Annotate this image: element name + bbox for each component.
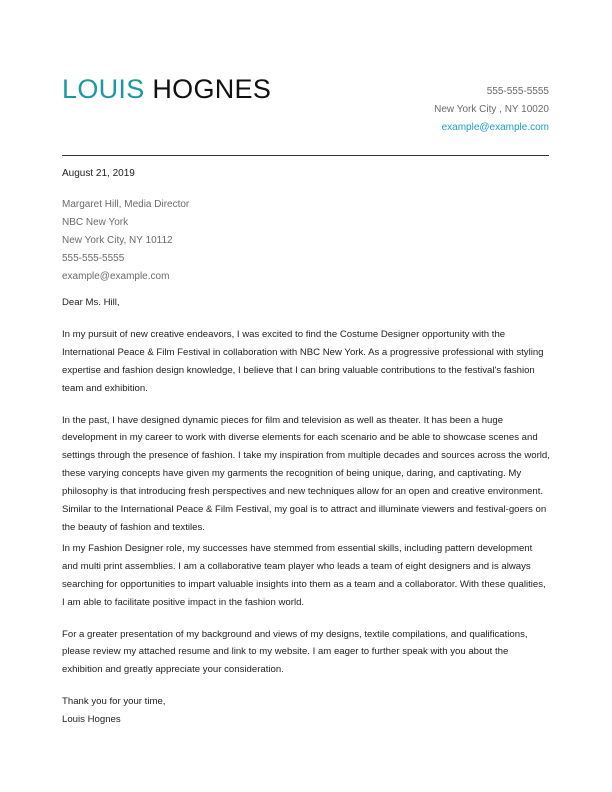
- applicant-contact: [434, 83, 549, 137]
- header-divider: [62, 155, 549, 156]
- recipient-name-title: Margaret Hill, Media Director: [62, 199, 190, 210]
- closing-block: [62, 693, 550, 729]
- recipient-block: [62, 196, 189, 286]
- letter-date: August 21, 2019: [62, 168, 135, 179]
- last-name: HOGNES: [152, 74, 272, 104]
- paragraph-2: In the past, I have designed dynamic pieces for film and television as well as theater. It has been a huge development in my career to work with diverse elements for each scenario and be able to showcase scenes and settings through the presence of fashion. I take my inspiration from multiple decades and sources across the world, these varying concepts have given my garments the recognition of being unique, daring, and captivating. My philosophy is that introducing fresh perspectives and new techniques allow for an open and creative environment. Similar to the International Peace & Film Festival, my goal is to attract and illuminate viewers and festival-goers on the beauty of fashion and textiles.: [62, 414, 550, 533]
- recipient-company: NBC New York: [62, 217, 129, 228]
- recipient-phone: 555-555-5555: [62, 253, 125, 264]
- salutation: Dear Ms. Hill,: [62, 297, 120, 308]
- applicant-email[interactable]: example@example.com: [441, 122, 549, 133]
- paragraph-1: In my pursuit of new creative endeavors, I was excited to find the Costume Designer opportunity with the International Peace & Film Festival in collaboration with NBC New York. As a progressive professional with styling expertise and fashion design knowledge, I believe that I can bring valuable contributions to the festival's fashion team and exhibition.: [62, 328, 544, 394]
- applicant-location: New York City , NY 10020: [434, 104, 549, 115]
- closing: Thank you for your time,: [62, 696, 166, 708]
- recipient-email: example@example.com: [62, 271, 170, 282]
- paragraph-3: In my Fashion Designer role, my successes have stemmed from essential skills, including pattern development and multi print assemblies. I am a collaborative team player who leads a team of eight designers and is always searching for opportunities to impart valuable insights into them as a team and a collaborator. With these qualities, I am able to facilitate positive impact in the fashion world.: [62, 542, 546, 608]
- paragraph-4: For a greater presentation of my background and views of my designs, textile compilations, and qualifications, please review my attached resume and link to my website. I am eager to further speak with you about the exhibition and greatly appreciate your consideration.: [62, 628, 528, 676]
- signature-name: Louis Hognes: [62, 714, 121, 726]
- applicant-name: [62, 72, 271, 106]
- letter-body: [62, 294, 550, 729]
- first-name: LOUIS: [62, 74, 145, 104]
- applicant-phone: 555-555-5555: [486, 86, 549, 97]
- recipient-city-state: New York City, NY 10112: [62, 235, 173, 246]
